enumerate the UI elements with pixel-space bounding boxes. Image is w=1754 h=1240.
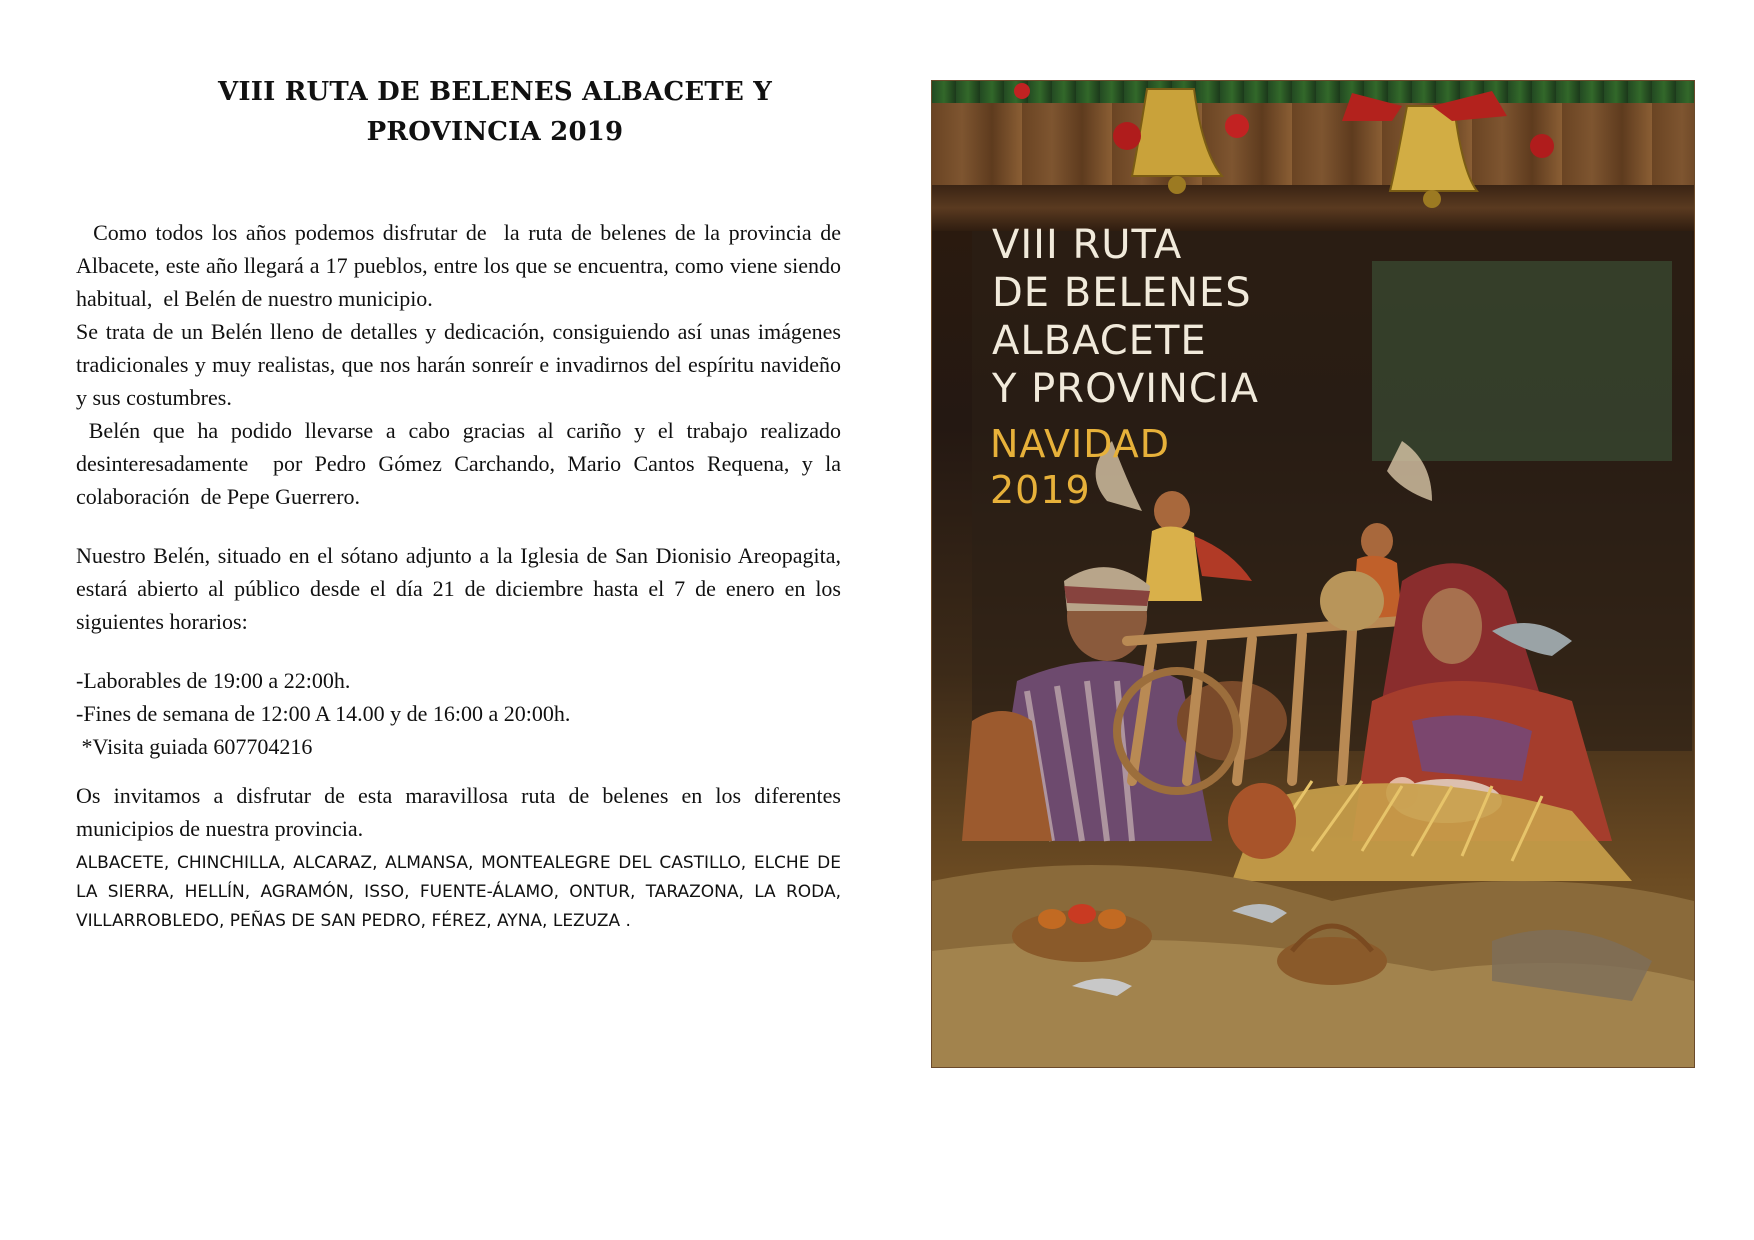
poster-title-line-3: ALBACETE	[992, 318, 1207, 364]
towns-list: ALBACETE, CHINCHILLA, ALCARAZ, ALMANSA, MONTEALEGRE DEL CASTILLO, ELCHE DE LA SIERRA, HELLÍN, AGRAMÓN, ISSO, FUENTE-ÁLAMO, ONTUR, TARAZONA, LA RODA, VILLARROBLEDO, PEÑAS DE SAN PEDRO, FÉREZ, AYNA, LEZUZA .	[76, 853, 841, 931]
schedule-weekdays: -Laborables de 19:00 a 22:00h.	[76, 668, 351, 693]
page-title	[150, 72, 840, 152]
ornament-icon	[1530, 134, 1554, 158]
bell-icon	[1132, 89, 1222, 194]
article-body	[76, 216, 841, 936]
ornament-icon	[1225, 114, 1249, 138]
thanks-paragraph: Belén que ha podido llevarse a cabo gracias al cariño y el trabajo realizado desinteresadamente por Pedro Gómez Carchando, Mario Cantos Requena, y la colaboración de Pepe Guerrero.	[76, 418, 841, 509]
location-paragraph: Nuestro Belén, situado en el sótano adjunto a la Iglesia de San Dionisio Areopagita, estará abierto al público desde el día 21 de diciembre hasta el 7 de enero en los siguientes horarios:	[76, 543, 841, 634]
poster-subtitle	[990, 421, 1170, 513]
bell-icon	[1390, 106, 1477, 208]
poster-title-line-1: VIII RUTA	[992, 222, 1183, 268]
intro-paragraph: Como todos los años podemos disfrutar de la ruta de belenes de la provincia de Albacete, este año llegará a 17 pueblos, entre los que se encuentra, como viene siendo habitual, el Belén de nuestro municipio.	[76, 220, 841, 311]
window-foliage	[1372, 261, 1672, 461]
poster-title-line-2: DE BELENES	[992, 270, 1252, 316]
poster-title	[992, 221, 1259, 413]
page-title-line-1: VIII RUTA DE BELENES ALBACETE Y	[218, 77, 772, 107]
schedule-guided-visit: *Visita guiada 607704216	[76, 734, 313, 759]
poster-subtitle-line-2: 2019	[990, 468, 1091, 512]
poster-subtitle-line-1: NAVIDAD	[990, 422, 1171, 466]
basket-figure	[1320, 571, 1384, 631]
clay-jug	[1228, 783, 1296, 859]
nativity-poster	[931, 80, 1695, 1068]
ornament-icon	[1014, 83, 1030, 99]
poster-title-line-4: Y PROVINCIA	[992, 366, 1260, 412]
invite-paragraph: Os invitamos a disfrutar de esta maravillosa ruta de belenes en los diferentes municipios de nuestra provincia.	[76, 783, 841, 841]
schedule-weekends: -Fines de semana de 12:00 A 14.00 y de 16:00 a 20:00h.	[76, 701, 571, 726]
details-paragraph: Se trata de un Belén lleno de detalles y dedicación, consiguiendo así unas imágenes tradicionales y muy realistas, que nos harán sonreír e invadirnos del espíritu navideño y sus costumbres.	[76, 319, 841, 410]
ribbon-icon	[1342, 93, 1402, 121]
ornament-icon	[1113, 122, 1141, 150]
page-title-line-2: PROVINCIA 2019	[366, 117, 624, 147]
